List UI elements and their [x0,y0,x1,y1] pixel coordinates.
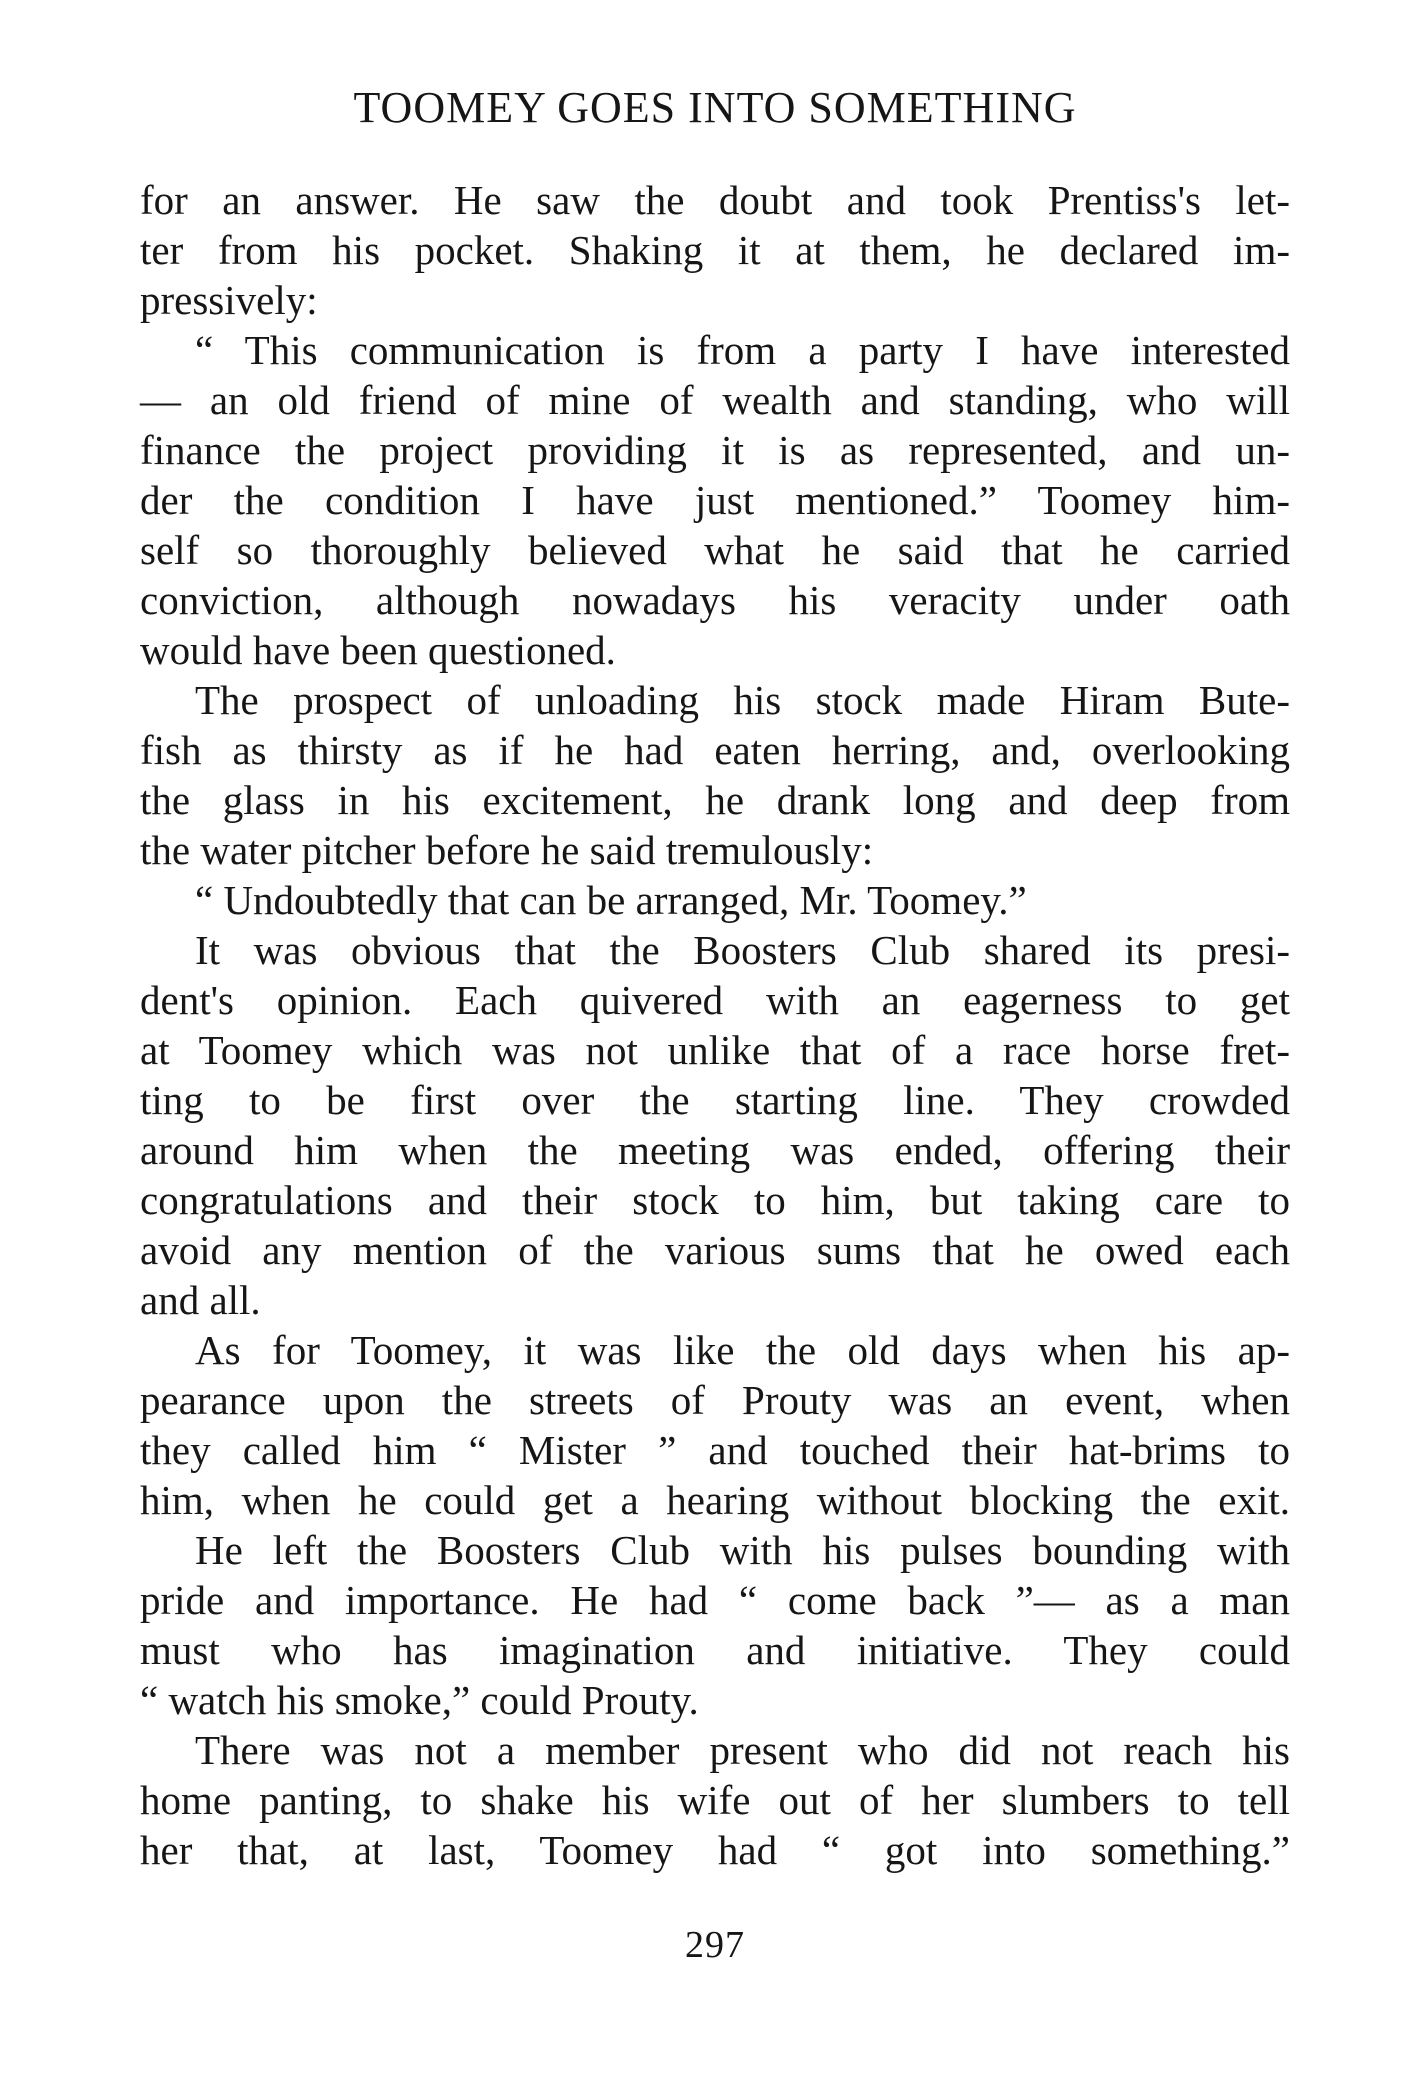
text-line: dent's opinion. Each quivered with an eagerness to get [140,977,1290,1023]
text-line: the glass in his excitement, he drank long and deep from [140,777,1290,823]
text-line: would have been questioned. [140,627,616,673]
text-line: The prospect of unloading his stock made Hiram Bute- [195,677,1290,723]
text-line: finance the project providing it is as represented, and un- [140,427,1290,473]
text-line: they called him “ Mister ” and touched their hat-brims to [140,1427,1290,1473]
text-line: avoid any mention of the various sums that he owed each [140,1227,1290,1273]
text-line: at Toomey which was not unlike that of a race horse fret- [140,1027,1290,1073]
text-line: and all. [140,1277,261,1323]
text-line: the water pitcher before he said tremulously: [140,827,874,873]
text-line: around him when the meeting was ended, offering their [140,1127,1290,1173]
text-line: There was not a member present who did not reach his [195,1727,1290,1773]
text-line: him, when he could get a hearing without blocking the exit. [140,1477,1290,1523]
text-line: self so thoroughly believed what he said that he carried [140,527,1290,573]
text-line: her that, at last, Toomey had “ got into something.” [140,1827,1290,1873]
text-line: “ Undoubtedly that can be arranged, Mr. Toomey.” [195,877,1027,923]
body-text [140,175,1290,1875]
text-line: congratulations and their stock to him, but taking care to [140,1177,1290,1223]
page-number: 297 [685,1924,745,1966]
text-line: home panting, to shake his wife out of her slumbers to tell [140,1777,1290,1823]
text-line: der the condition I have just mentioned.” Toomey him- [140,477,1290,523]
text-line: pressively: [140,277,318,323]
text-line: As for Toomey, it was like the old days when his ap- [195,1327,1290,1373]
text-line: conviction, although nowadays his veracity under oath [140,577,1290,623]
text-line: ting to be first over the starting line. They crowded [140,1077,1290,1123]
text-line: It was obvious that the Boosters Club shared its presi- [195,927,1290,973]
text-line: — an old friend of mine of wealth and standing, who will [140,377,1290,423]
text-line: for an answer. He saw the doubt and took Prentiss's let- [140,177,1290,223]
text-line: pearance upon the streets of Prouty was an event, when [140,1377,1290,1423]
running-head: TOOMEY GOES INTO SOMETHING [353,83,1077,132]
text-line: He left the Boosters Club with his pulses bounding with [195,1527,1290,1573]
text-line: ter from his pocket. Shaking it at them, he declared im- [140,227,1290,273]
text-line: fish as thirsty as if he had eaten herring, and, overlooking [140,727,1290,773]
text-line: pride and importance. He had “ come back ”— as a man [140,1577,1290,1623]
text-line: “ This communication is from a party I have interested [195,327,1290,373]
text-line: must who has imagination and initiative. They could [140,1627,1290,1673]
text-line: “ watch his smoke,” could Prouty. [140,1677,699,1723]
